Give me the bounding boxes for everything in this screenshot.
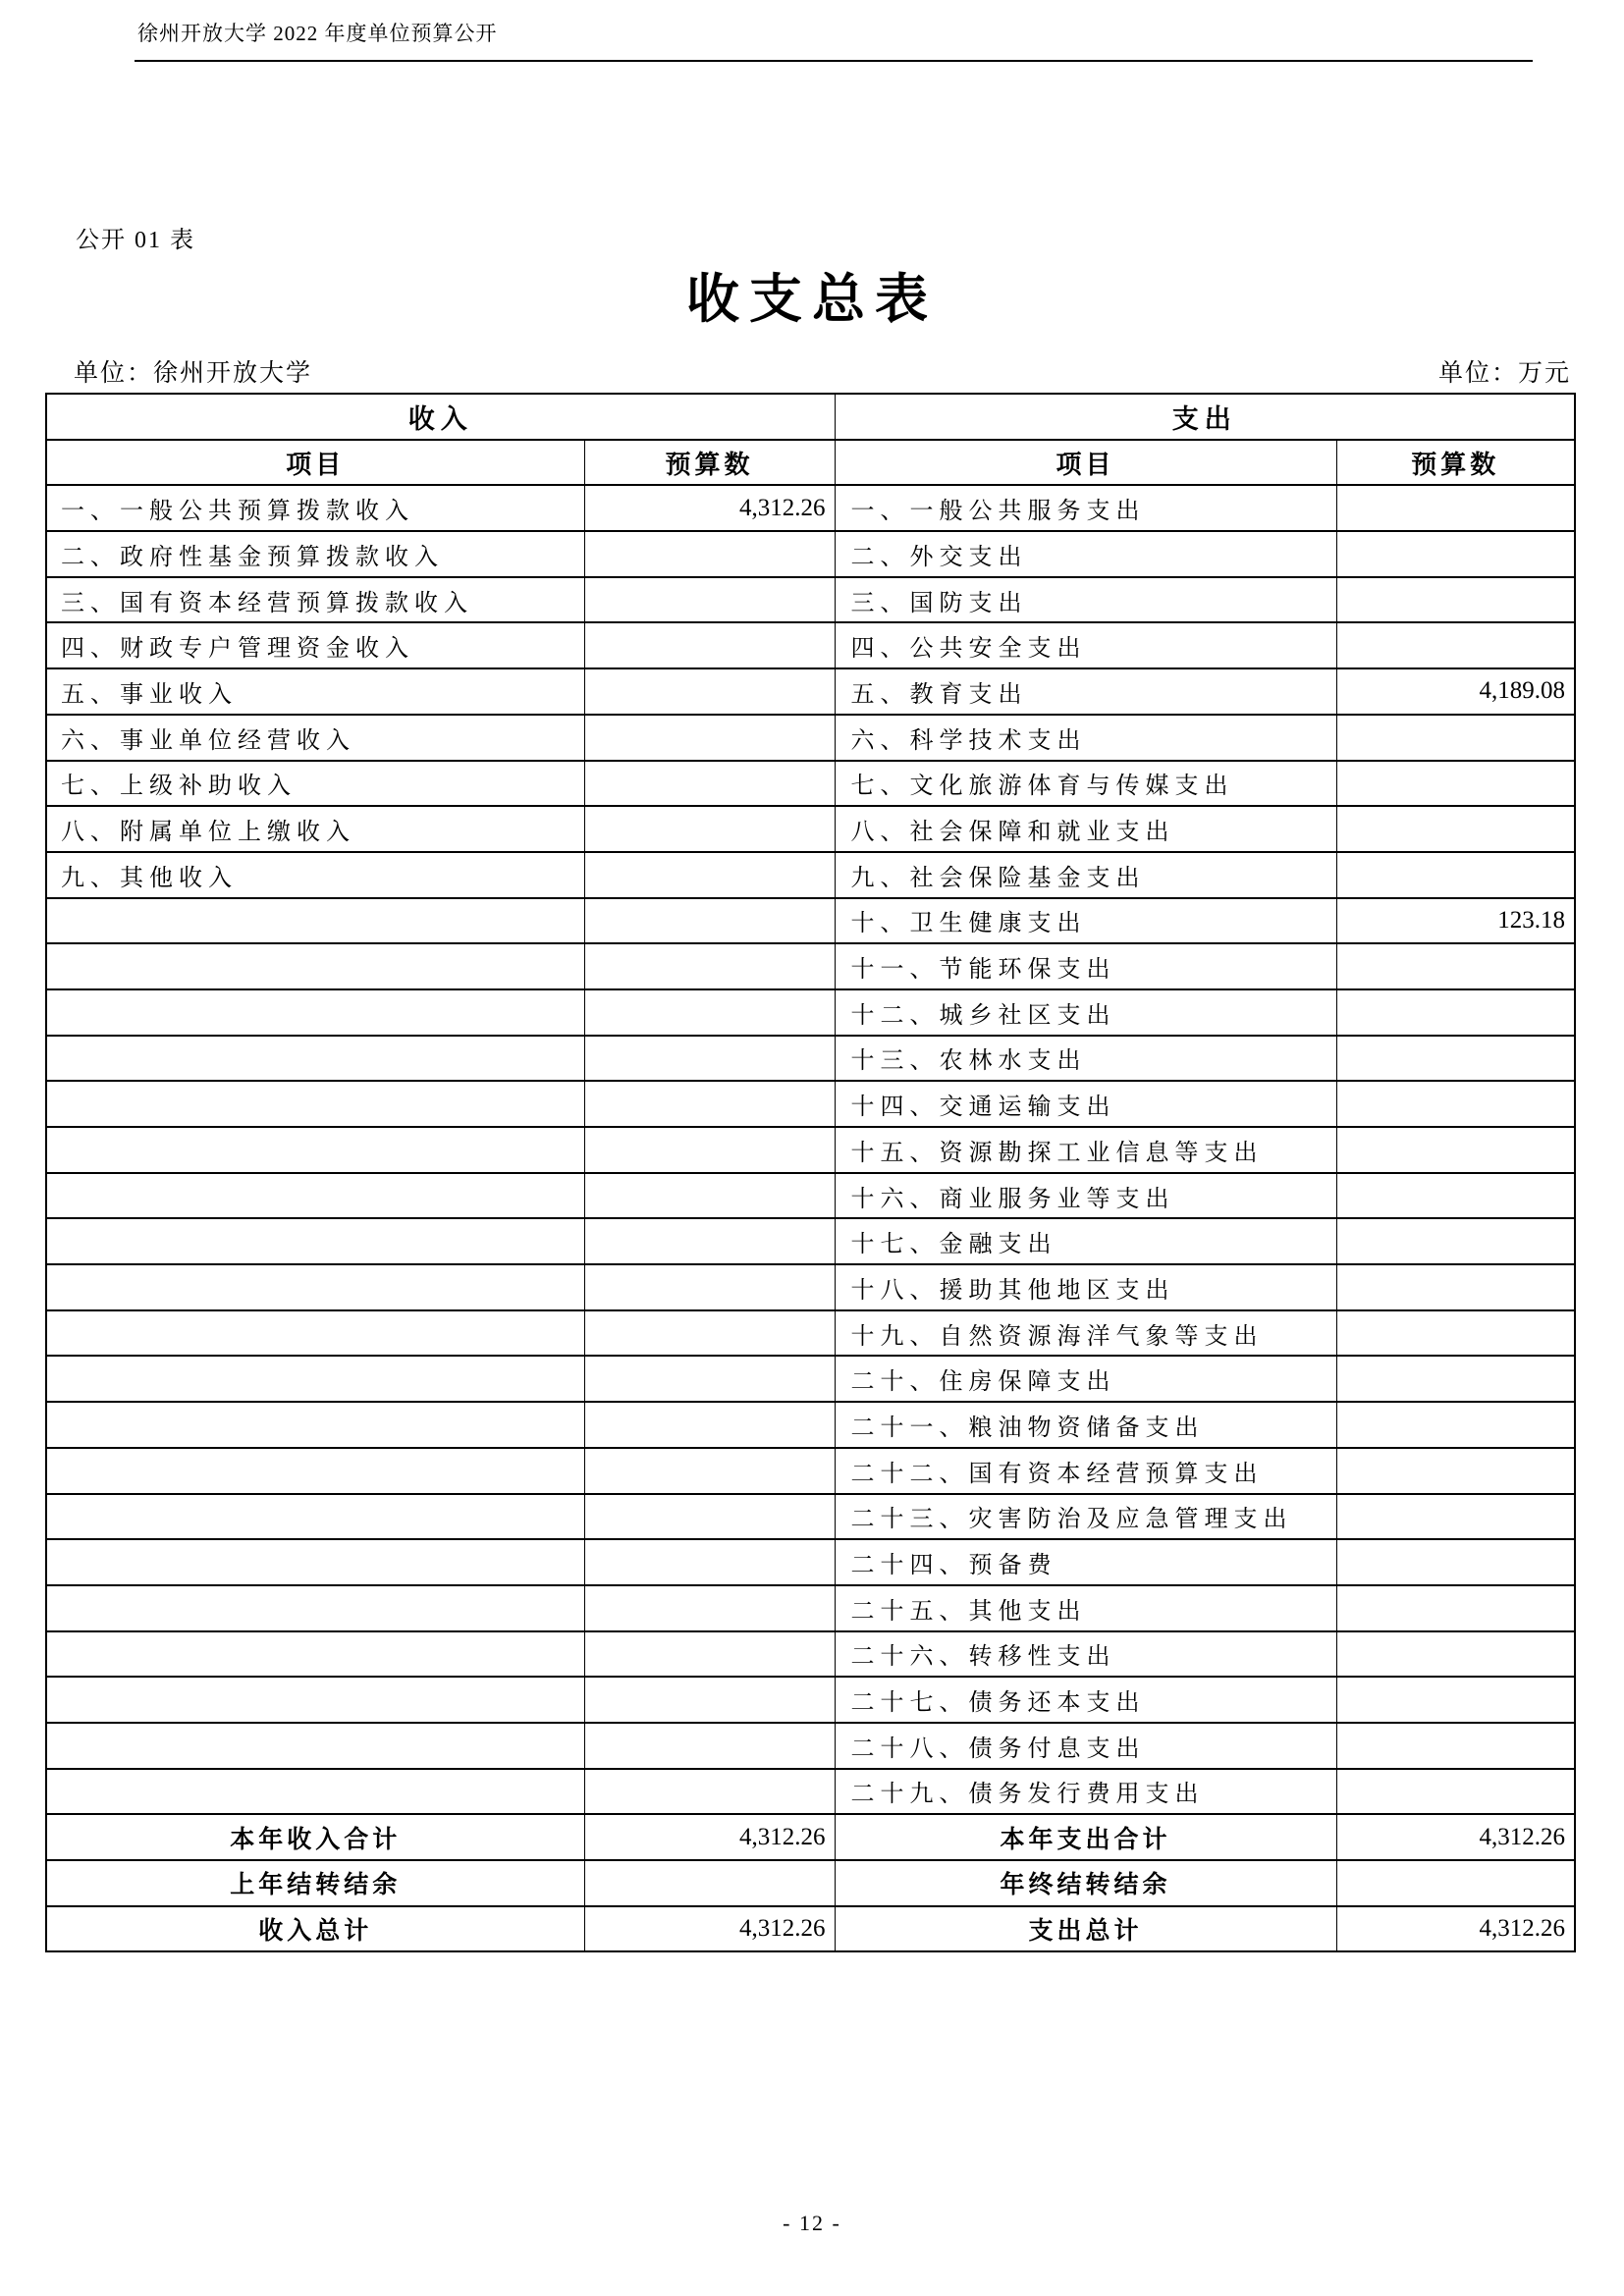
table-row bbox=[46, 1723, 1575, 1769]
expense-budget-cell bbox=[1336, 1356, 1575, 1402]
expense-item-cell: 六、科学技术支出 bbox=[835, 715, 1336, 761]
expense-total-label: 支出总计 bbox=[835, 1906, 1336, 1952]
expense-budget-cell bbox=[1336, 1448, 1575, 1494]
income-item-cell bbox=[46, 1494, 584, 1540]
income-item-cell bbox=[46, 1356, 584, 1402]
income-item-cell: 八、附属单位上缴收入 bbox=[46, 806, 584, 852]
table-row bbox=[46, 1218, 1575, 1264]
table-row bbox=[46, 943, 1575, 989]
expense-total-label: 本年支出合计 bbox=[835, 1814, 1336, 1860]
expense-item-cell: 十九、自然资源海洋气象等支出 bbox=[835, 1310, 1336, 1357]
income-item-cell bbox=[46, 1585, 584, 1631]
expense-item-cell: 四、公共安全支出 bbox=[835, 622, 1336, 668]
table-row bbox=[46, 1769, 1575, 1815]
expense-budget-cell bbox=[1336, 715, 1575, 761]
expense-budget-cell bbox=[1336, 1310, 1575, 1357]
expense-budget-cell: 123.18 bbox=[1336, 898, 1575, 944]
table-row bbox=[46, 1631, 1575, 1678]
income-item-cell bbox=[46, 943, 584, 989]
income-budget-cell bbox=[584, 622, 835, 668]
expense-budget-cell bbox=[1336, 577, 1575, 623]
income-budget-cell bbox=[584, 989, 835, 1036]
page-header bbox=[137, 18, 498, 47]
expense-item-cell: 二十四、预备费 bbox=[835, 1539, 1336, 1585]
page-title: 收支总表 bbox=[686, 270, 938, 329]
expense-budget-cell bbox=[1336, 1036, 1575, 1082]
income-budget-column-header: 预算数 bbox=[584, 440, 835, 486]
income-budget-cell bbox=[584, 1769, 835, 1815]
expense-budget-cell bbox=[1336, 622, 1575, 668]
income-item-cell bbox=[46, 1539, 584, 1585]
income-budget-cell bbox=[584, 806, 835, 852]
expense-budget-cell bbox=[1336, 1264, 1575, 1310]
income-total-label: 本年收入合计 bbox=[46, 1814, 584, 1860]
income-budget-cell bbox=[584, 1081, 835, 1127]
unit-name-label: 单位：徐州开放大学 bbox=[74, 360, 313, 387]
expense-section-header: 支出 bbox=[835, 394, 1575, 440]
expense-item-cell: 二十、住房保障支出 bbox=[835, 1356, 1336, 1402]
income-total-value: 4,312.26 bbox=[584, 1814, 835, 1860]
expense-budget-cell bbox=[1336, 1127, 1575, 1173]
expense-budget-cell bbox=[1336, 852, 1575, 898]
expense-item-cell: 三、国防支出 bbox=[835, 577, 1336, 623]
section-header-row bbox=[46, 394, 1575, 440]
expense-item-cell: 八、社会保障和就业支出 bbox=[835, 806, 1336, 852]
page-header-text: 徐州开放大学 2022 年度单位预算公开 bbox=[137, 22, 498, 45]
expense-budget-cell bbox=[1336, 1218, 1575, 1264]
table-row bbox=[46, 715, 1575, 761]
income-budget-cell bbox=[584, 1036, 835, 1082]
income-item-cell bbox=[46, 989, 584, 1036]
income-item-cell: 三、国有资本经营预算拨款收入 bbox=[46, 577, 584, 623]
income-item-cell bbox=[46, 1448, 584, 1494]
table-total-row bbox=[46, 1860, 1575, 1906]
table-body bbox=[46, 485, 1575, 1951]
budget-summary-table bbox=[45, 393, 1576, 1952]
expense-budget-cell bbox=[1336, 806, 1575, 852]
income-item-cell bbox=[46, 1723, 584, 1769]
expense-item-cell: 二十六、转移性支出 bbox=[835, 1631, 1336, 1678]
table-row bbox=[46, 1356, 1575, 1402]
income-item-cell bbox=[46, 1036, 584, 1082]
expense-budget-cell bbox=[1336, 1494, 1575, 1540]
income-budget-cell bbox=[584, 1218, 835, 1264]
expense-budget-cell bbox=[1336, 1723, 1575, 1769]
table-row bbox=[46, 761, 1575, 807]
income-total-value: 4,312.26 bbox=[584, 1906, 835, 1952]
expense-budget-cell bbox=[1336, 531, 1575, 577]
table-row bbox=[46, 1585, 1575, 1631]
table-row bbox=[46, 1173, 1575, 1219]
expense-budget-cell bbox=[1336, 1081, 1575, 1127]
income-item-cell bbox=[46, 1218, 584, 1264]
table-total-row bbox=[46, 1814, 1575, 1860]
income-section-header: 收入 bbox=[46, 394, 835, 440]
income-budget-cell bbox=[584, 852, 835, 898]
table-row bbox=[46, 1494, 1575, 1540]
expense-item-cell: 十六、商业服务业等支出 bbox=[835, 1173, 1336, 1219]
expense-item-cell: 十、卫生健康支出 bbox=[835, 898, 1336, 944]
expense-item-cell: 十一、节能环保支出 bbox=[835, 943, 1336, 989]
income-item-cell bbox=[46, 1127, 584, 1173]
income-item-cell bbox=[46, 1081, 584, 1127]
income-item-cell: 一、一般公共预算拨款收入 bbox=[46, 485, 584, 531]
expense-item-cell: 五、教育支出 bbox=[835, 668, 1336, 715]
table-row bbox=[46, 1677, 1575, 1723]
expense-budget-cell bbox=[1336, 1173, 1575, 1219]
income-budget-cell: 4,312.26 bbox=[584, 485, 835, 531]
income-budget-cell bbox=[584, 531, 835, 577]
table-label: 公开 01 表 bbox=[76, 228, 195, 253]
table-row bbox=[46, 531, 1575, 577]
table-row bbox=[46, 1264, 1575, 1310]
expense-total-value bbox=[1336, 1860, 1575, 1906]
table-row bbox=[46, 1310, 1575, 1357]
income-item-cell: 六、事业单位经营收入 bbox=[46, 715, 584, 761]
expense-budget-cell bbox=[1336, 1677, 1575, 1723]
income-budget-cell bbox=[584, 943, 835, 989]
income-item-cell: 四、财政专户管理资金收入 bbox=[46, 622, 584, 668]
page-number: - 12 - bbox=[783, 2211, 841, 2235]
expense-total-label: 年终结转结余 bbox=[835, 1860, 1336, 1906]
income-budget-cell bbox=[584, 1356, 835, 1402]
table-row bbox=[46, 1448, 1575, 1494]
income-budget-cell bbox=[584, 577, 835, 623]
income-budget-cell bbox=[584, 1310, 835, 1357]
expense-item-cell: 十四、交通运输支出 bbox=[835, 1081, 1336, 1127]
income-item-cell bbox=[46, 1310, 584, 1357]
income-budget-cell bbox=[584, 1539, 835, 1585]
table-row bbox=[46, 1081, 1575, 1127]
table-row bbox=[46, 668, 1575, 715]
income-total-label: 收入总计 bbox=[46, 1906, 584, 1952]
income-item-cell: 二、政府性基金预算拨款收入 bbox=[46, 531, 584, 577]
table-row bbox=[46, 622, 1575, 668]
expense-item-cell: 九、社会保险基金支出 bbox=[835, 852, 1336, 898]
income-item-cell bbox=[46, 1402, 584, 1448]
income-total-value bbox=[584, 1860, 835, 1906]
header-rule bbox=[135, 60, 1533, 62]
expense-budget-cell bbox=[1336, 485, 1575, 531]
income-item-cell: 九、其他收入 bbox=[46, 852, 584, 898]
expense-budget-cell bbox=[1336, 943, 1575, 989]
expense-item-cell: 二、外交支出 bbox=[835, 531, 1336, 577]
income-budget-cell bbox=[584, 1631, 835, 1678]
table-row bbox=[46, 898, 1575, 944]
expense-budget-cell: 4,189.08 bbox=[1336, 668, 1575, 715]
expense-item-cell: 二十二、国有资本经营预算支出 bbox=[835, 1448, 1336, 1494]
expense-budget-cell bbox=[1336, 1402, 1575, 1448]
expense-budget-column-header: 预算数 bbox=[1336, 440, 1575, 486]
expense-budget-cell bbox=[1336, 1631, 1575, 1678]
income-budget-cell bbox=[584, 1448, 835, 1494]
income-item-cell: 五、事业收入 bbox=[46, 668, 584, 715]
income-budget-cell bbox=[584, 1264, 835, 1310]
table-row bbox=[46, 806, 1575, 852]
table-row bbox=[46, 1036, 1575, 1082]
expense-item-cell: 十三、农林水支出 bbox=[835, 1036, 1336, 1082]
income-budget-cell bbox=[584, 761, 835, 807]
column-header-row bbox=[46, 440, 1575, 486]
income-budget-cell bbox=[584, 1402, 835, 1448]
expense-budget-cell bbox=[1336, 1769, 1575, 1815]
expense-item-cell: 二十九、债务发行费用支出 bbox=[835, 1769, 1336, 1815]
income-item-cell bbox=[46, 1173, 584, 1219]
expense-budget-cell bbox=[1336, 761, 1575, 807]
income-budget-cell bbox=[584, 1127, 835, 1173]
table-row bbox=[46, 1127, 1575, 1173]
table-row bbox=[46, 852, 1575, 898]
expense-item-cell: 十二、城乡社区支出 bbox=[835, 989, 1336, 1036]
income-item-column-header: 项目 bbox=[46, 440, 584, 486]
expense-item-cell: 十七、金融支出 bbox=[835, 1218, 1336, 1264]
income-budget-cell bbox=[584, 668, 835, 715]
table-row bbox=[46, 989, 1575, 1036]
income-item-cell: 七、上级补助收入 bbox=[46, 761, 584, 807]
income-item-cell bbox=[46, 1769, 584, 1815]
income-total-label: 上年结转结余 bbox=[46, 1860, 584, 1906]
expense-item-column-header: 项目 bbox=[835, 440, 1336, 486]
expense-total-value: 4,312.26 bbox=[1336, 1814, 1575, 1860]
expense-item-cell: 二十八、债务付息支出 bbox=[835, 1723, 1336, 1769]
income-item-cell bbox=[46, 1264, 584, 1310]
income-item-cell bbox=[46, 1631, 584, 1678]
expense-item-cell: 二十七、债务还本支出 bbox=[835, 1677, 1336, 1723]
expense-item-cell: 二十一、粮油物资储备支出 bbox=[835, 1402, 1336, 1448]
income-budget-cell bbox=[584, 1173, 835, 1219]
table-row bbox=[46, 1402, 1575, 1448]
income-budget-cell bbox=[584, 715, 835, 761]
income-item-cell bbox=[46, 898, 584, 944]
income-budget-cell bbox=[584, 1677, 835, 1723]
income-budget-cell bbox=[584, 898, 835, 944]
income-item-cell bbox=[46, 1677, 584, 1723]
income-budget-cell bbox=[584, 1723, 835, 1769]
table-row bbox=[46, 485, 1575, 531]
unit-currency-label: 单位：万元 bbox=[1437, 360, 1571, 387]
expense-item-cell: 七、文化旅游体育与传媒支出 bbox=[835, 761, 1336, 807]
expense-item-cell: 一、一般公共服务支出 bbox=[835, 485, 1336, 531]
expense-item-cell: 十八、援助其他地区支出 bbox=[835, 1264, 1336, 1310]
expense-item-cell: 二十三、灾害防治及应急管理支出 bbox=[835, 1494, 1336, 1540]
table-row bbox=[46, 1539, 1575, 1585]
expense-budget-cell bbox=[1336, 1539, 1575, 1585]
income-budget-cell bbox=[584, 1585, 835, 1631]
expense-item-cell: 二十五、其他支出 bbox=[835, 1585, 1336, 1631]
expense-budget-cell bbox=[1336, 1585, 1575, 1631]
income-budget-cell bbox=[584, 1494, 835, 1540]
table-total-row bbox=[46, 1906, 1575, 1952]
table-row bbox=[46, 577, 1575, 623]
expense-item-cell: 十五、资源勘探工业信息等支出 bbox=[835, 1127, 1336, 1173]
expense-budget-cell bbox=[1336, 989, 1575, 1036]
expense-total-value: 4,312.26 bbox=[1336, 1906, 1575, 1952]
